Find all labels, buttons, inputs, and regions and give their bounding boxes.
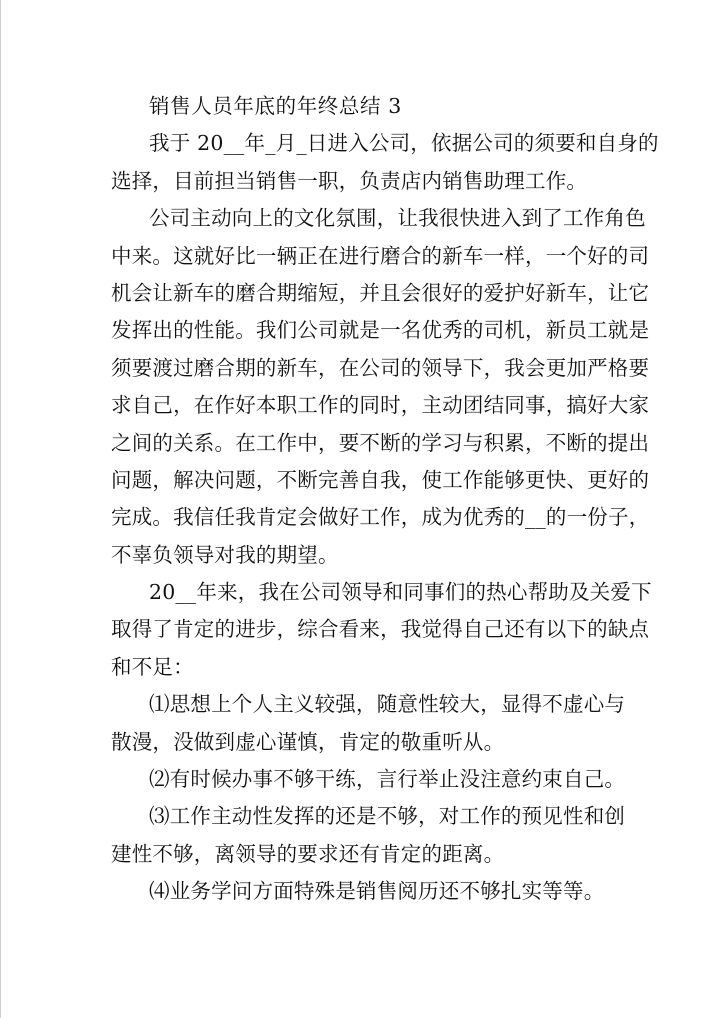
paragraph-1-line-2: 选择，目前担当销售一职，负责店内销售助理工作。 bbox=[111, 168, 588, 193]
list-item-1-line-1: ⑴思想上个人主义较强，随意性较大，显得不虚心与 bbox=[149, 692, 626, 717]
paragraph-2-line-1: 公司主动向上的文化氛围，让我很快进入到了工作角色 bbox=[149, 206, 646, 231]
paragraph-2-line-10: 不辜负领导对我的期望。 bbox=[111, 542, 339, 567]
paragraph-2-line-2: 中来。这就好比一辆正在进行磨合的新车一样，一个好的司 bbox=[111, 243, 650, 268]
paragraph-2-line-7: 之间的关系。在工作中，要不断的学习与积累，不断的提出 bbox=[111, 430, 650, 455]
list-item-3-line-1: ⑶工作主动性发挥的还是不够，对工作的预见性和创 bbox=[149, 804, 626, 829]
paragraph-3-line-2: 取得了肯定的进步，综合看来，我觉得自己还有以下的缺点 bbox=[111, 617, 650, 642]
paragraph-2-line-5: 须要渡过磨合期的新车，在公司的领导下，我会更加严格要 bbox=[111, 355, 650, 380]
paragraph-3-line-3: 和不足： bbox=[111, 654, 194, 679]
document-title: 销售人员年底的年终总结 3 bbox=[149, 94, 402, 118]
paragraph-3-line-1: 20__年来，我在公司领导和同事们的热心帮助及关爱下 bbox=[149, 580, 652, 605]
list-item-1-line-2: 散漫，没做到虚心谨慎，肯定的敬重听从。 bbox=[111, 729, 505, 754]
paragraph-2-line-4: 发挥出的性能。我们公司就是一名优秀的司机，新员工就是 bbox=[111, 318, 650, 343]
document-body bbox=[111, 88, 659, 911]
paragraph-2-line-8: 问题，解决问题，不断完善自我，使工作能够更快、更好的 bbox=[111, 467, 650, 492]
paragraph-2-line-6: 求自己，在作好本职工作的同时，主动团结同事，搞好大家 bbox=[111, 393, 650, 418]
list-item-2-line-1: ⑵有时候办事不够干练，言行举止没注意约束自己。 bbox=[149, 767, 626, 792]
paragraph-1-line-1: 我于 20__年_月_日进入公司，依据公司的须要和自身的 bbox=[149, 131, 659, 156]
list-item-4-line-1: ⑷业务学问方面特殊是销售阅历还不够扎实等等。 bbox=[149, 879, 605, 904]
paragraph-2-line-9: 完成。我信任我肯定会做好工作，成为优秀的__的一份子， bbox=[111, 505, 650, 530]
paragraph-2-line-3: 机会让新车的磨合期缩短，并且会很好的爱护好新车，让它 bbox=[111, 280, 650, 305]
list-item-3-line-2: 建性不够，离领导的要求还有肯定的距离。 bbox=[111, 841, 505, 866]
